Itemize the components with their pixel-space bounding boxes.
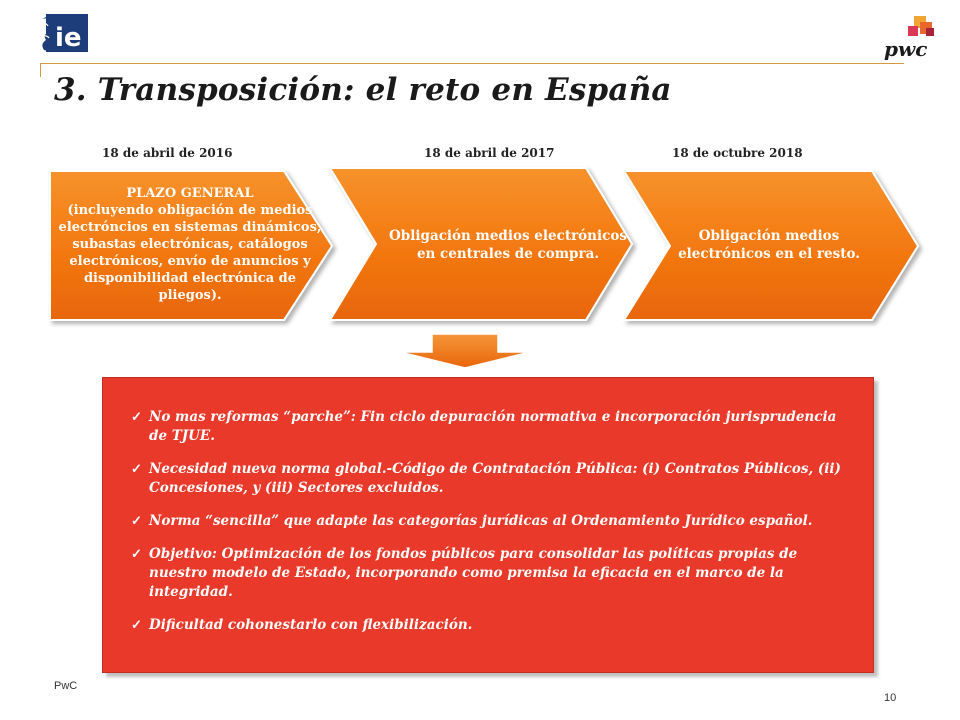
bullet-text: Necesidad nueva norma global.-Código de Contratación Pública: (i) Contratos Públicos, (ii) Concesiones, y (iii) Sectores excluidos. (149, 461, 841, 496)
checkmark-icon: ✓ (131, 618, 142, 633)
pwc-logo-text: pwc (884, 37, 928, 60)
list-item (131, 616, 853, 635)
bullet-text: Dificultad cohonestarlo con flexibilización. (149, 617, 473, 633)
slide-title: 3. Transposición: el reto en España (54, 72, 672, 108)
checkmark-icon: ✓ (131, 410, 142, 425)
page-number: 10 (884, 692, 897, 704)
conclusions-panel (102, 377, 874, 673)
list-item (131, 408, 853, 446)
step-1-text (52, 173, 328, 318)
step-3-text: Obligación medios electrónicos en el resto. (678, 228, 860, 262)
date-2018: 18 de octubre 2018 (672, 146, 803, 160)
bullet-text: Objetivo: Optimización de los fondos públicos para consolidar las políticas propias de nuestro modelo de Estado, incorporando como premisa la eficacia en el marco de la integridad. (149, 546, 798, 600)
date-2016: 18 de abril de 2016 (102, 146, 233, 160)
conclusions-list (103, 378, 873, 635)
date-2017: 18 de abril de 2017 (424, 146, 555, 160)
step-1-title: PLAZO GENERAL (126, 186, 254, 202)
step-1-description: (incluyendo obligación de medios electróncios en sistemas dinámicos, subastas electrónicas, catálogos electrónicos, envío de anuncios y disponibilidad electrónica de pliegos). (58, 203, 322, 303)
checkmark-icon: ✓ (131, 462, 142, 477)
bullet-text: No mas reformas “parche”: Fin ciclo depuración normativa e incorporación jurisprudencia de TJUE. (149, 409, 837, 444)
checkmark-icon: ✓ (131, 514, 142, 529)
footer-brand: PwC (54, 680, 78, 692)
list-item (131, 512, 853, 531)
step-2-text: Obligación medios electrónicos en centrales de compra. (389, 228, 627, 262)
checkmark-icon: ✓ (131, 547, 142, 562)
down-arrow-icon (398, 334, 532, 368)
list-item (131, 545, 853, 602)
bullet-text: Norma “sencilla” que adapte las categorías jurídicas al Ordenamiento Jurídico español. (149, 513, 813, 529)
ie-logo-text: ie (55, 23, 82, 53)
list-item (131, 460, 853, 498)
